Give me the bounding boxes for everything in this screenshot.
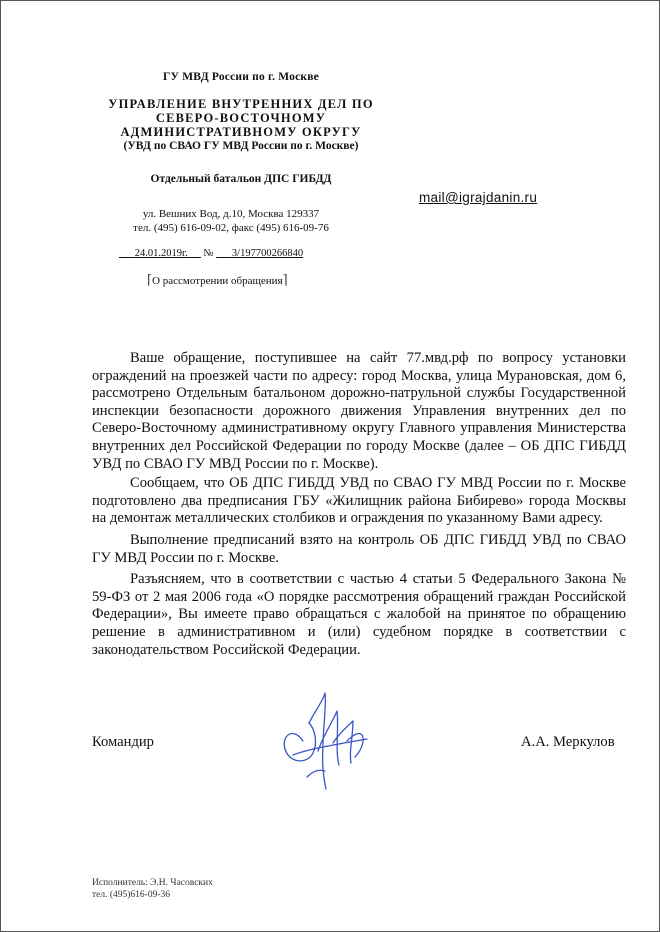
bracket-close-icon: ⌉ (282, 272, 288, 287)
department-line: СЕВЕРО-ВОСТОЧНОМУ (155, 111, 327, 125)
body-paragraph: Выполнение предписаний взято на контроль ОБ ДПС ГИБДД УВД по СВАО ГУ МВД России по г. Москве. (92, 531, 626, 566)
letter-body (92, 350, 626, 663)
body-paragraph: Разъясняем, что в соответствии с частью 4 статьи 5 Федерального Закона № 59-ФЗ от 2 мая 2006 года «О порядке рассмотрения обращений граждан Российской Федерации», Вы имеете право обращаться с жалобой на принятое по обращению решение в административном и (или) судебном порядке в соответствии с законодательством Российской Федерации. (92, 571, 626, 658)
letterhead (91, 71, 391, 185)
executor-info (92, 877, 213, 901)
subject-line (147, 272, 288, 288)
signer-name: А.А. Меркулов (521, 734, 615, 750)
body-paragraph: Ваше обращение, поступившее на сайт 77.мвд.рф по вопросу установки ограждений на проезжей части по адресу: город Москва, улица Мурановская, дом 6, рассмотрено Отдельным батальоном дорожно-патрульной службы Государственной инспекции безопасности дорожного движения Управления внутренних дел по Северо-Восточному административному округу Главного управления Министерства внутренних дел Российской Федерации по городу Москве (далее – ОБ ДПС ГИБДД УВД по СВАО ГУ МВД России по г. Москве). (92, 350, 626, 472)
department-name (91, 97, 391, 139)
letterhead-contacts (71, 207, 391, 235)
department-line: УПРАВЛЕНИЕ ВНУТРЕННИХ ДЕЛ ПО (108, 97, 374, 111)
number-field (216, 248, 303, 259)
date-field (119, 248, 201, 259)
letter-number: 3/197700266840 (231, 248, 304, 259)
bracket-open-icon: ⌈ (147, 272, 153, 287)
phones: тел. (495) 616-09-02, факс (495) 616-09-76 (133, 222, 329, 234)
department-short-name: (УВД по СВАО ГУ МВД России по г. Москве) (123, 140, 359, 152)
executor-name: Исполнитель: Э.Н. Часовских (92, 878, 213, 888)
department-line: АДМИНИСТРАТИВНОМУ ОКРУГУ (120, 125, 362, 139)
subject-text: О рассмотрении обращения (152, 275, 283, 287)
body-paragraph: Сообщаем, что ОБ ДПС ГИБДД УВД по СВАО ГУ МВД России по г. Москве подготовлено два предписания ГБУ «Жилищник района Бибирево» города Москвы на демонтаж металлических столбиков и ограждения по указанному Вами адресу. (92, 475, 626, 527)
signer-role: Командир (92, 734, 154, 750)
recipient-email[interactable]: mail@igrajdanin.ru (419, 190, 538, 205)
number-sign: № (203, 248, 214, 259)
handwritten-signature (263, 681, 383, 791)
letter-date: 24.01.2019г. (134, 248, 188, 259)
address: ул. Вешних Вод, д.10, Москва 129337 (142, 208, 320, 220)
executor-phone: тел. (495)616-09-36 (92, 890, 171, 900)
registration-line (119, 248, 359, 259)
unit-name: Отдельный батальон ДПС ГИБДД (150, 173, 332, 185)
organization-name: ГУ МВД России по г. Москве (163, 71, 319, 83)
